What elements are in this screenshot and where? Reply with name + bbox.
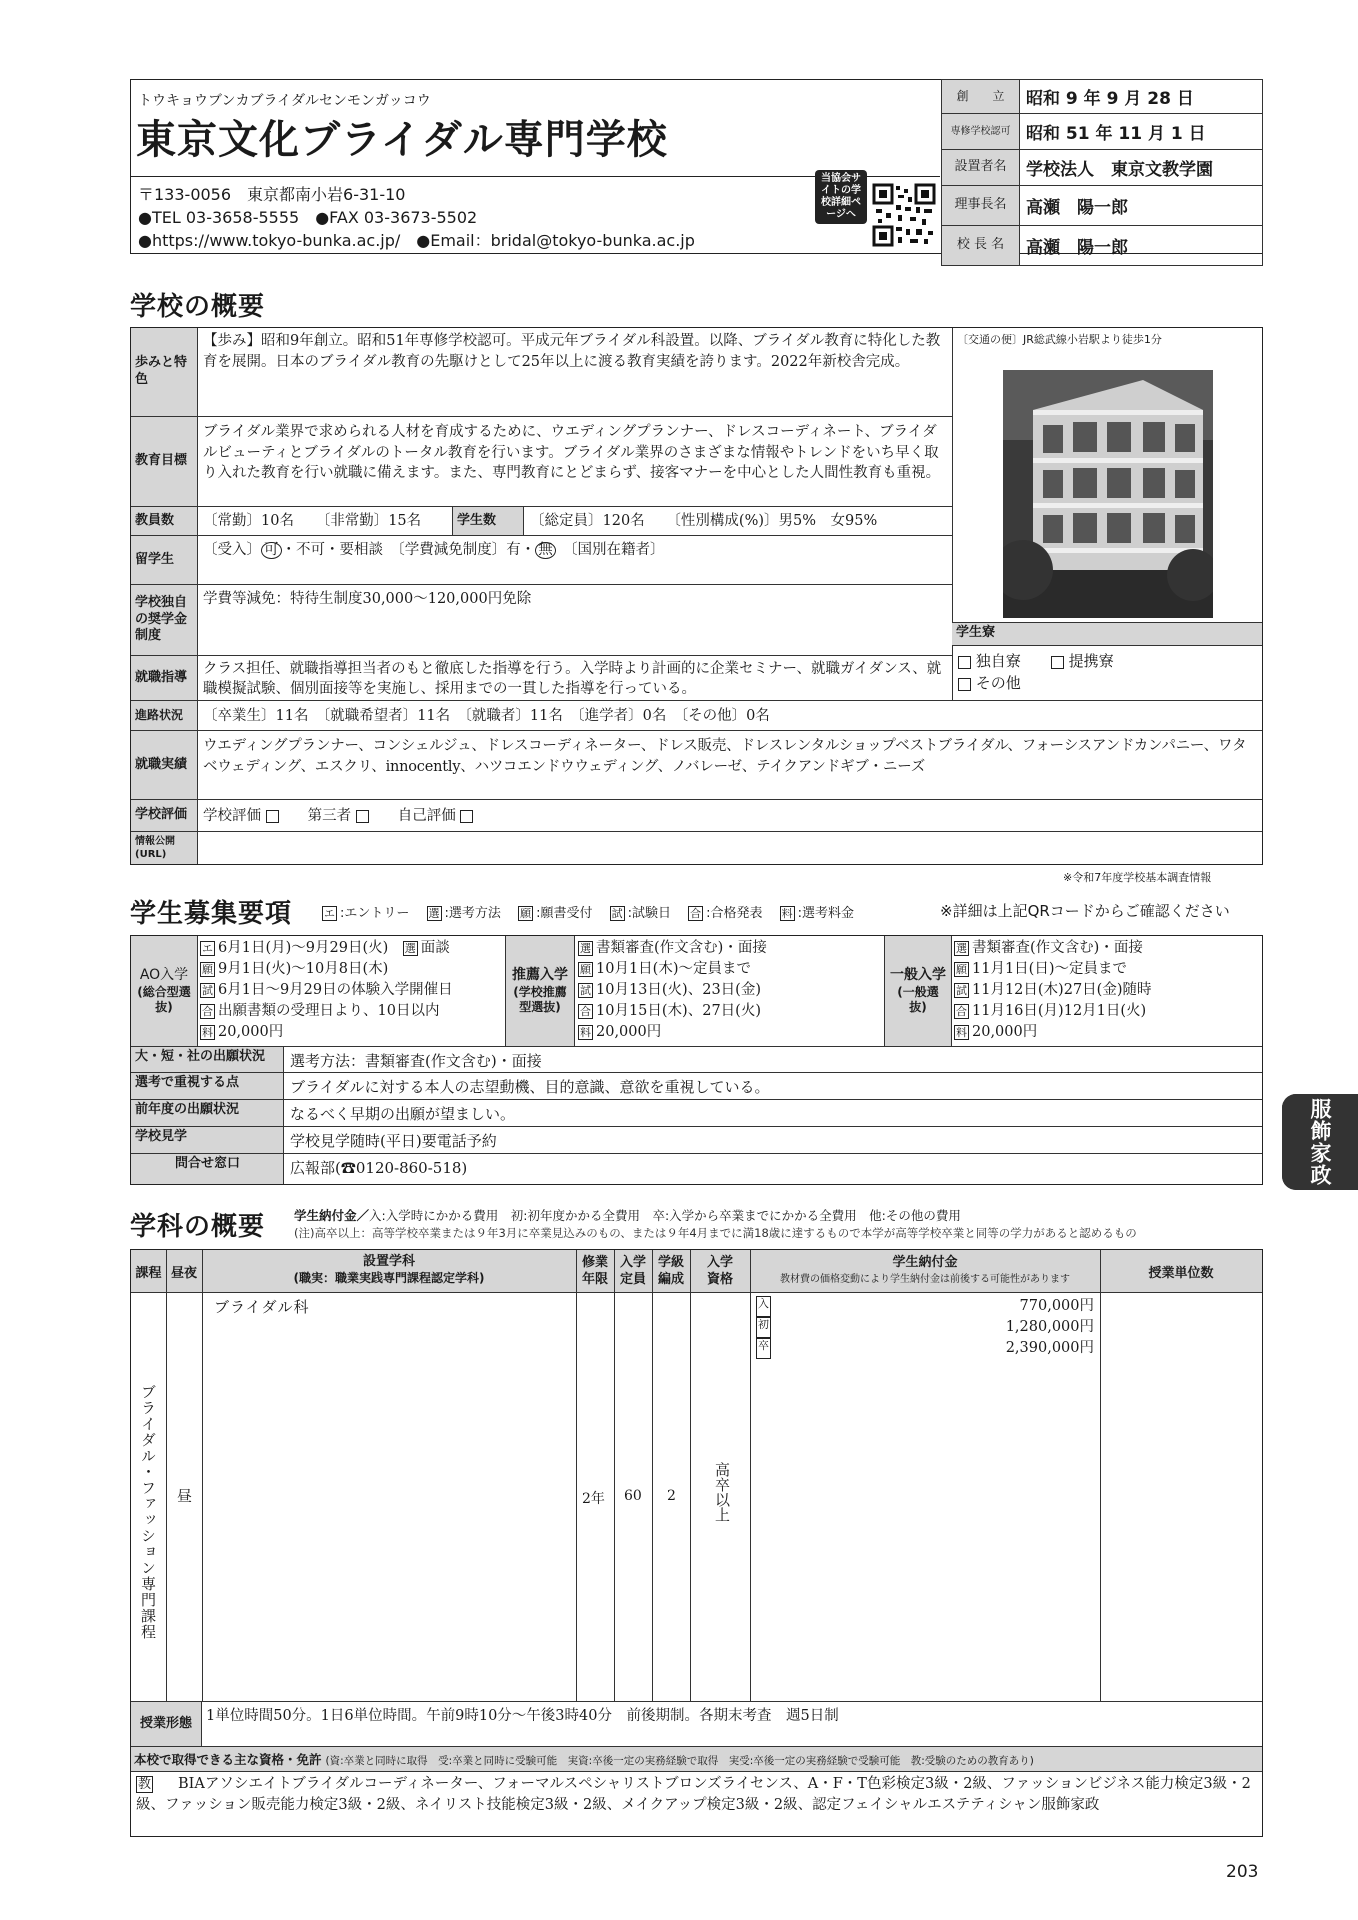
header-info-table [941,79,1263,266]
nengen-value: 2年 [582,1491,605,1507]
ryugaku-a: 〔受入〕 [203,542,261,558]
hyoka-text [197,803,1097,830]
hdr-tani: 授業単位数 [1148,1266,1214,1281]
hdr-gakka-sub: (職実：職業実践専門課程認定学科) [293,1271,485,1285]
hyoka-checkbox [266,810,279,823]
ao-line: 6月1日～9月29日の体験入学開催日 [218,982,453,998]
suisen-label-cell [505,936,575,1046]
row-value: ブライダルに対する本人の志望動機、目的意識、意欲を重視している。 [290,1078,770,1096]
key-badge: 合 [580,1004,591,1018]
info-label: 専修学校認可 [942,114,1020,150]
ryo-1: 独自寮 [975,652,1021,670]
gakusei-label: 学生数 [452,507,524,535]
ao-line: 20,000円 [218,1024,284,1040]
fee-key: 卒 [756,1338,771,1359]
hdr-hiru: 昼夜 [170,1266,197,1281]
ao-sub: (総合型選抜) [137,984,191,1015]
legend-key: 願 [520,907,532,920]
shinro-text: 〔卒業生〕11名 〔就職希望者〕11名 〔就職者〕11名 〔進学者〕0名 〔その他〕0名 [203,708,770,724]
gakka-note2: (注)高卒以上：高等学校卒業または９年3月に卒業見込みのもの、または９年4月までに満18歳に達するもので本学が高等学校卒業と同等の学力があると認めるもの [294,1226,1137,1240]
ryugaku-mu: 無 [535,542,556,559]
suisen-lines [578,938,767,1043]
boshu-legend [322,902,854,921]
key-badge: 試 [956,983,967,997]
ryugaku-text [197,537,952,564]
row-label: 選考で重視する点 [135,1075,240,1090]
ippan-line: 11月16日(月)12月1日(火) [972,1003,1147,1019]
keitai-label: 授業形態 [131,1702,202,1746]
hdr-nofu-main: 学生納付金 [892,1255,958,1270]
key-badge: 願 [202,962,213,976]
row-label: 大・短・社の出願状況 [135,1049,266,1064]
note1: 入:入学時にかかる費用 初:初年度かかる全費用 卒:入学から卒業までにかかる全費用 他:その他の費用 [369,1208,961,1223]
info-value: 学校法人 東京文教学園 [1020,150,1263,186]
legend-key: 選 [428,907,440,920]
fee-value: 770,000円 [1019,1298,1094,1314]
ippan-line: 20,000円 [972,1024,1038,1040]
hiru-value: 昼 [177,1487,193,1505]
hdr-katei: 課程 [135,1266,162,1281]
info-value: 高瀬 陽一郎 [1020,226,1263,266]
ao-sen: 面談 [420,940,450,956]
fee-key: 入 [756,1296,771,1317]
hdr-teiin: 入学定員 [619,1255,646,1287]
info-value: 高瀬 陽一郎 [1020,186,1263,226]
ao-label-cell [131,936,198,1046]
row-label: 前年度の出願状況 [135,1102,240,1117]
joho-label: 情報公開(URL) [135,836,175,860]
row-value: 選考方法：書類審査(作文含む)・面接 [290,1052,542,1070]
fees [756,1296,1094,1359]
ayumi-text: 【歩み】昭和9年創立。昭和51年専修学校認可。平成元年ブライダル科設置。以降、ブライダル教育に特化した教育を展開。日本のブライダル教育の先駆けとして25年以上に渡る教育実績を誇ります。2022年新校舎完成。 [203,333,941,370]
hyoka-2: 第三者 [307,808,352,824]
shikaku-head-title: 本校で取得できる主な資格・免許 [134,1752,322,1767]
school-tel-fax: ●TEL 03-3658-5555 ●FAX 03-3673-5502 [138,208,478,227]
ryugaku-b: ・不可・要相談 〔学費減免制度〕有・ [281,542,536,558]
school-name: 東京文化ブライダル専門学校 [136,117,668,163]
fee-value: 1,280,000円 [1005,1319,1094,1335]
ippan-label-cell [884,936,952,1046]
key-badge: 選 [580,941,591,955]
shikaku-value: 高卒以上 [713,1462,731,1522]
info-label: 理事長名 [942,186,1020,226]
mokuhyo-label: 教育目標 [135,453,188,469]
legend-key: 試 [611,907,623,920]
key-badge: 料 [580,1025,591,1039]
key-badge: 選 [956,941,967,955]
school-address: 〒133-0056 東京都南小岩6-31-10 [138,185,406,204]
hyoka-label: 学校評価 [135,807,188,823]
legend-key: エ [324,907,335,920]
legend-key: 料 [781,907,793,920]
legend-val: :願書受付 [536,906,593,921]
ryo-2: 提携寮 [1068,652,1114,670]
legend-val: :合格発表 [706,906,763,921]
suisen-line: 10月13日(火)、23日(金) [596,982,761,998]
ayumi-label: 歩みと特色 [135,355,188,387]
ryugaku-label: 留学生 [135,551,175,567]
shikaku-list [136,1774,1258,1816]
shikaku-head [134,1750,1034,1768]
gakka-value: ブライダル科 [214,1298,310,1316]
info-value: 昭和 9 年 9 月 28 日 [1020,80,1263,114]
jisseki-label: 就職実績 [135,756,188,772]
suisen-line: 10月1日(木)～定員まで [596,961,751,977]
keitai-text: 1単位時間50分。1日6単位時間。午前9時10分～午後3時40分 前後期制。各期末考査 週5日制 [206,1708,839,1724]
mokuhyo-text: ブライダル業界で求められる人材を育成するために、ウエディングプランナー、ドレスコーディネート、ブライダルビューティとブライダルのトータル教育を行います。ブライダル業界のさまざまな情報やトレンドをいち早く取り入れた教育を行い就職に備えます。また、専門教育にとどまらず、接客マナーを中心とした人間性教育も重視。 [203,424,941,482]
key-badge: 合 [202,1004,213,1018]
gakka-title: 学科の概要 [130,1212,266,1242]
page-number: 203 [1226,1862,1259,1882]
legend-key: 合 [690,907,702,920]
ippan-sub: (一般選抜) [897,984,939,1015]
boshu-rows [131,1047,1262,1182]
kyoin-label: 教員数 [135,512,175,528]
ryugaku-ka: 可 [261,542,282,559]
info-value: 昭和 51 年 11 月 1 日 [1020,114,1263,150]
suisen-label: 推薦入学 [512,967,568,984]
shikaku-items: BIAアソシエイトブライダルコーディネーター、フォーマルスペシャリストブロンズライセンス、A・F・T色彩検定3級・2級、ファッションビジネス能力検定3級・2級、ファッション販売能力検定3級・2級、ネイリスト技能検定3級・2級、メイクアップ検定3級・2級、認定フェイシャルエステティシャン服飾家政 [136,1776,1251,1813]
note1-head: 学生納付金／ [294,1208,370,1223]
fee-key: 初 [756,1317,771,1338]
legend-val: :エントリー [340,906,410,921]
ippan-line: 11月12日(木)27日(金)随時 [972,982,1152,998]
teiin-value: 60 [624,1488,642,1504]
shogaku-label: 学校独自の奨学金制度 [135,594,188,644]
ao-lines [200,938,453,1043]
hyoka-1: 学校評価 [203,808,261,824]
hyoka-checkbox [460,810,473,823]
katei-value: ブライダル・ファッション専門課程 [139,1384,157,1640]
hensei-value: 2 [667,1488,676,1504]
ao-label: AO入学 [139,967,189,984]
shinro-label: 進路状況 [135,707,184,722]
ryo-checkbox [958,656,971,669]
ippan-line: 11月1日(日)～定員まで [972,961,1127,977]
ryo-checkbox [1051,656,1064,669]
ryugaku-c: 〔国別在籍者〕 [555,542,665,558]
legend-val: :選考料金 [797,906,855,921]
hdr-shikaku: 入学資格 [706,1255,733,1287]
ao-line: 出願書類の受理日より、10日以内 [218,1003,440,1019]
suisen-line: 20,000円 [596,1024,662,1040]
koutsu-text: 〔交通の便〕JR総武線小岩駅より徒歩1分 [957,333,1162,346]
jisseki-text: ウエディングプランナー、コンシェルジュ、ドレスコーディネーター、ドレス販売、ドレスレンタルショップベストブライダル、フォーシスアンドカンパニー、ワタベウェディング、エスクリ、innocently、ハツコエンドウウェディング、ノバレーゼ、テイクアンドギブ・ニーズ [203,738,1247,775]
fee-value: 2,390,000円 [1005,1340,1094,1356]
ryo-label: 学生寮 [952,622,1262,646]
hdr-gakka-main: 設置学科 [362,1254,415,1269]
gakusei-text: 〔総定員〕120名 〔性別構成(%)〕男5% 女95% [530,513,878,529]
key-badge: 選 [404,941,416,955]
boshu-qr-note: ※詳細は上記QRコードからご確認ください [940,902,1230,920]
shogaku-text: 学費等減免：特待生制度30,000～120,000円免除 [203,591,532,607]
side-tab-label[interactable]: 服飾家政 [1282,1094,1358,1190]
ryo-3: その他 [975,674,1021,692]
suisen-sub: (学校推薦型選抜) [513,984,567,1015]
row-value: 学校見学随時(平日)要電話予約 [290,1132,497,1150]
legend-val: :選考方法 [444,906,501,921]
suisen-line: 書類審査(作文含む)・面接 [596,940,767,956]
ippan-label: 一般入学 [890,967,946,984]
legend-val: :試験日 [627,906,671,921]
hyoka-3: 自己評価 [397,808,456,824]
ryo-options [958,650,1114,694]
boshu-title: 学生募集要項 [130,899,293,929]
key-badge: 合 [956,1004,967,1018]
building-photo [1003,370,1213,618]
key-badge: 料 [956,1025,967,1039]
gakka-note1 [294,1206,961,1224]
row-value: なるべく早期の出願が望ましい。 [290,1105,516,1123]
hdr-nofu-sub: 教材費の価格変動により学生納付金は前後する可能性があります [780,1274,1070,1285]
suisen-line: 10月15日(木)、27日(火) [596,1003,761,1019]
info-label: 設置者名 [942,150,1020,186]
shushoku-text: クラス担任、就職指導担当者のもと徹底した指導を行う。入学時より計画的に企業セミナー、就職ガイダンス、就職模擬試験、個別面接等を実施し、採用までの一貫した指導を行っている。 [203,661,942,697]
hdr-nofu [750,1254,1100,1288]
key-badge: エ [202,941,213,955]
row-label: 問合せ窓口 [174,1156,240,1171]
ryo-checkbox [958,678,971,691]
qr-caption: 当協会サイトの学校詳細ページへ [815,170,867,224]
school-kana: トウキョウブンカブライダルセンモンガッコウ [138,93,431,109]
info-label: 校 長 名 [942,226,1020,266]
key-badge: 試 [202,983,213,997]
shikaku-legend: (資:卒業と同時に取得 受:卒業と同時に受験可能 実資:卒後一定の実務経験で取得 実受:卒後一定の実務経験で受験可能 教:受験のための教育あり) [325,1755,1034,1767]
qr-code[interactable] [872,183,936,247]
school-web-email[interactable]: ●https://www.tokyo-bunka.ac.jp/ ●Email：bridal@tokyo-bunka.ac.jp [138,231,695,250]
hyoka-checkbox [356,810,369,823]
hdr-nengen: 修業年限 [581,1255,608,1287]
shushoku-label: 就職指導 [135,669,188,685]
shikaku-key: 教 [138,1776,152,1792]
hdr-hensei: 学級編成 [657,1255,684,1287]
key-badge: 料 [202,1025,213,1039]
kyoin-text: 〔常勤〕10名 〔非常勤〕15名 [203,513,422,529]
key-badge: 試 [580,983,591,997]
ippan-lines [954,938,1151,1043]
key-badge: 願 [956,962,967,976]
ippan-line: 書類審査(作文含む)・面接 [972,940,1143,956]
row-label: 学校見学 [135,1129,188,1144]
ao-line: 6月1日(月)～9月29日(火) [218,940,389,956]
info-label: 創 立 [942,80,1020,114]
overview-note: ※令和7年度学校基本調査情報 [1063,871,1212,884]
hdr-gakka [202,1253,576,1287]
overview-title: 学校の概要 [130,292,266,322]
key-badge: 願 [580,962,591,976]
row-value: 広報部(☎0120-860-518) [290,1159,468,1177]
ao-line: 9月1日(火)～10月8日(木) [218,961,389,977]
